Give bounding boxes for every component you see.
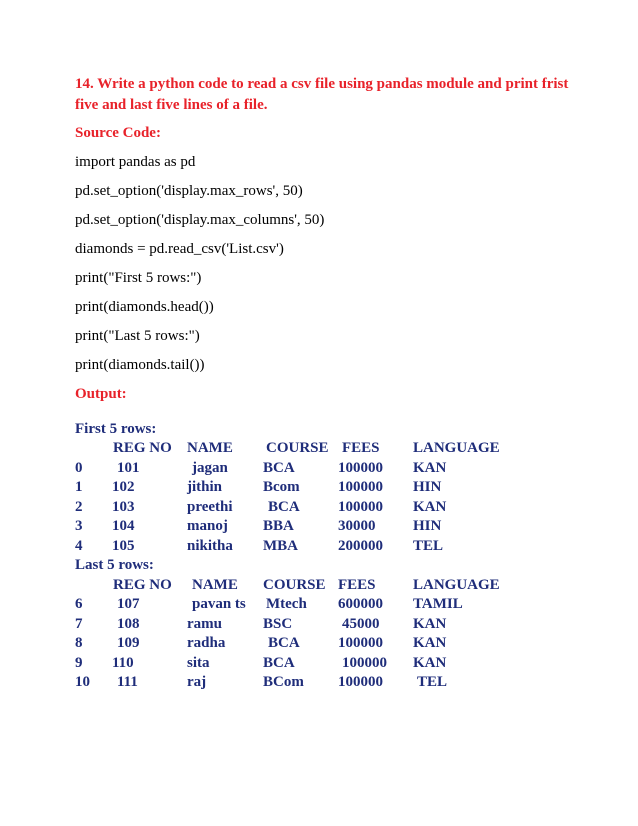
row-index: 7 — [75, 616, 83, 632]
cell-regno: 105 — [112, 538, 135, 554]
cell-language: TEL — [413, 538, 444, 554]
cell-regno: 101 — [117, 460, 140, 476]
cell-fees: 100000 — [338, 635, 383, 651]
last-rows-title: Last 5 rows: — [75, 557, 154, 573]
cell-name: manoj — [187, 518, 228, 534]
cell-name: nikitha — [187, 538, 233, 554]
code-line: diamonds = pd.read_csv('List.csv') — [75, 241, 284, 257]
question-title: 14. Write a python code to read a csv file using pandas module and print frist five and last five lines of a file. — [75, 76, 569, 113]
cell-course: MBA — [263, 538, 298, 554]
cell-course: BCA — [268, 499, 300, 515]
cell-regno: 108 — [117, 616, 140, 632]
cell-course: BCA — [268, 635, 300, 651]
cell-regno: 111 — [117, 674, 138, 690]
cell-language: KAN — [413, 655, 447, 671]
cell-name: raj — [187, 674, 207, 690]
cell-regno: 103 — [112, 499, 135, 515]
cell-language: HIN — [413, 518, 442, 534]
code-line: print(diamonds.tail()) — [75, 357, 205, 373]
cell-name: radha — [187, 635, 226, 651]
row-index: 3 — [75, 518, 83, 534]
output-label: Output: — [75, 386, 127, 402]
header-fees: FEES — [342, 440, 380, 456]
header-language: LANGUAGE — [413, 577, 500, 593]
cell-fees: 100000 — [338, 499, 383, 515]
cell-regno: 102 — [112, 479, 135, 495]
code-line: import pandas as pd — [75, 154, 196, 170]
row-index: 10 — [75, 674, 90, 690]
cell-fees: 100000 — [342, 655, 387, 671]
cell-language: KAN — [413, 499, 447, 515]
cell-course: Mtech — [266, 596, 307, 612]
cell-language: KAN — [413, 616, 447, 632]
cell-fees: 100000 — [338, 460, 383, 476]
header-language: LANGUAGE — [413, 440, 500, 456]
cell-regno: 109 — [117, 635, 140, 651]
cell-name: jithin — [187, 479, 223, 495]
header-course: COURSE — [263, 577, 326, 593]
first-rows-title: First 5 rows: — [75, 421, 157, 437]
cell-course: BCom — [263, 674, 304, 690]
row-index: 2 — [75, 499, 83, 515]
cell-fees: 200000 — [338, 538, 383, 554]
code-line: print("First 5 rows:") — [75, 270, 202, 286]
cell-language: KAN — [413, 460, 447, 476]
cell-name: ramu — [187, 616, 222, 632]
code-line: print(diamonds.head()) — [75, 299, 214, 315]
cell-language: KAN — [413, 635, 447, 651]
header-course: COURSE — [266, 440, 329, 456]
cell-fees: 100000 — [338, 479, 383, 495]
code-line: print("Last 5 rows:") — [75, 328, 200, 344]
cell-fees: 100000 — [338, 674, 383, 690]
row-index: 0 — [75, 460, 83, 476]
header-fees: FEES — [338, 577, 376, 593]
row-index: 6 — [75, 596, 83, 612]
cell-language: TEL — [417, 674, 448, 690]
row-index: 4 — [75, 538, 83, 554]
cell-course: Bcom — [263, 479, 300, 495]
cell-course: BCA — [263, 460, 295, 476]
cell-language: TAMIL — [413, 596, 463, 612]
cell-name: pavan ts — [192, 596, 246, 612]
header-name: NAME — [187, 440, 233, 456]
cell-language: HIN — [413, 479, 442, 495]
header-name: NAME — [192, 577, 238, 593]
cell-regno: 110 — [112, 655, 134, 671]
cell-course: BCA — [263, 655, 295, 671]
cell-course: BSC — [263, 616, 293, 632]
cell-fees: 45000 — [342, 616, 380, 632]
cell-course: BBA — [263, 518, 294, 534]
row-index: 9 — [75, 655, 83, 671]
cell-regno: 104 — [112, 518, 135, 534]
row-index: 1 — [75, 479, 83, 495]
cell-name: jagan — [192, 460, 228, 476]
cell-fees: 30000 — [338, 518, 376, 534]
cell-name: sita — [187, 655, 210, 671]
header-regno: REG NO — [113, 577, 172, 593]
cell-regno: 107 — [117, 596, 140, 612]
code-line: pd.set_option('display.max_rows', 50) — [75, 183, 303, 199]
row-index: 8 — [75, 635, 83, 651]
source-code-label: Source Code: — [75, 125, 161, 141]
header-regno: REG NO — [113, 440, 172, 456]
code-line: pd.set_option('display.max_columns', 50) — [75, 212, 325, 228]
cell-name: preethi — [187, 499, 233, 515]
cell-fees: 600000 — [338, 596, 383, 612]
